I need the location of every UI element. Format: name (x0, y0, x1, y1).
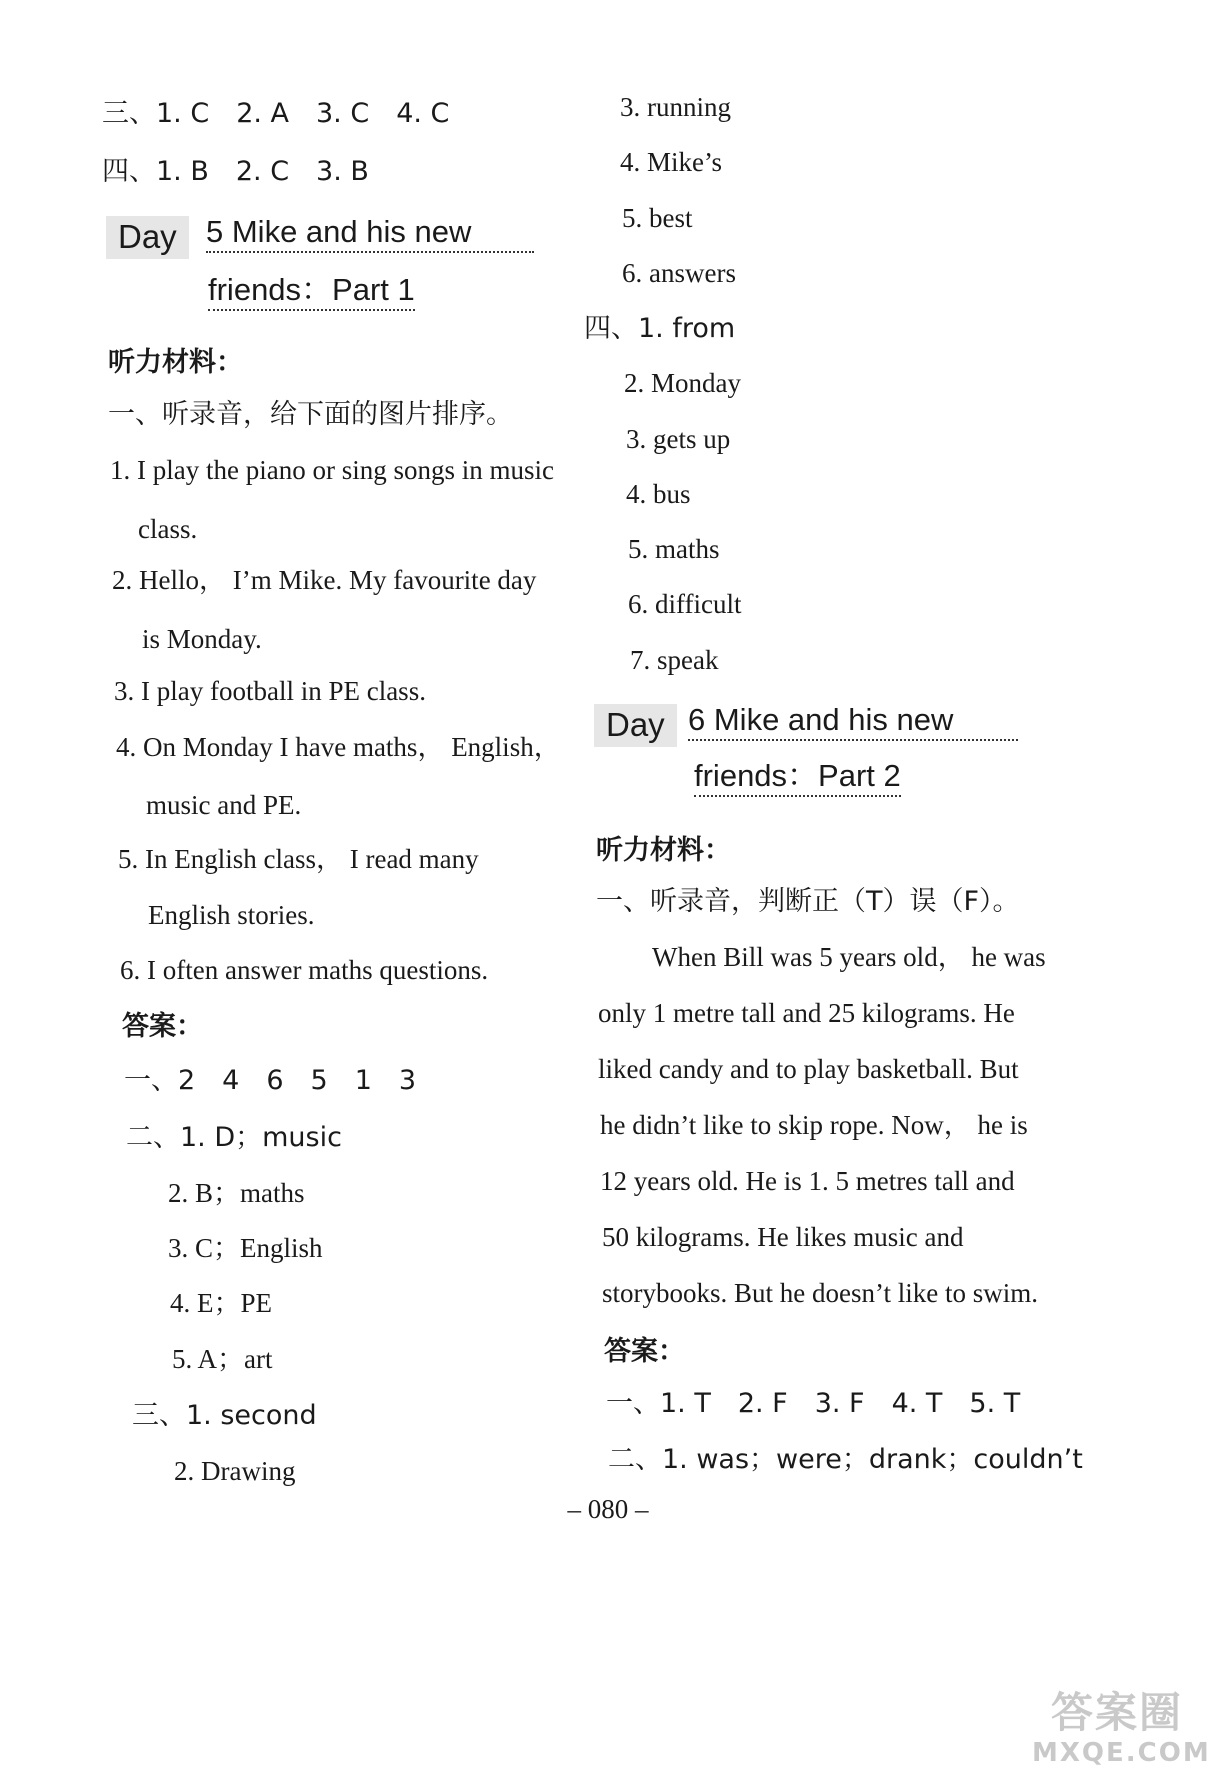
listening-line: is Monday. (142, 624, 262, 654)
answer-line: 5. best (622, 203, 693, 233)
passage-line: 12 years old. He is 1. 5 metres tall and (600, 1166, 1015, 1196)
answer-line: 3. running (620, 92, 731, 122)
day-title-line2: friends：Part 1 (208, 274, 415, 311)
answer-line: 4. Mike’s (620, 147, 723, 177)
answer-line: 4. bus (626, 479, 691, 509)
answer-line: 二、1. was；were；drank；couldn’t (608, 1444, 1083, 1475)
day-badge: Day (106, 216, 189, 259)
answer-line: 6. answers (622, 258, 736, 288)
answer-line: 6. difficult (628, 589, 742, 619)
answer-line: 二、1. D；music (126, 1122, 342, 1153)
listening-heading: 听力材料： (108, 347, 243, 378)
answer-line: 一、1. T 2. F 3. F 4. T 5. T (606, 1388, 1021, 1419)
answer-line: 三、1. C 2. A 3. C 4. C (102, 98, 450, 129)
passage-line: When Bill was 5 years old， he was (652, 942, 1046, 972)
answer-line: 一、2 4 6 5 1 3 (124, 1065, 417, 1096)
listening-line: 2. Hello， I’m Mike. My favourite day (112, 565, 537, 595)
listening-line: class. (138, 514, 198, 544)
answer-line: 3. gets up (626, 424, 731, 454)
day-title-line1: 5 Mike and his new (206, 216, 534, 253)
watermark-text-top: 答案圈 (1050, 1688, 1183, 1737)
day-badge: Day (594, 704, 677, 747)
answer-line: 3. C；English (168, 1233, 323, 1263)
listening-line: 4. On Monday I have maths， English， (116, 732, 561, 762)
answer-heading: 答案： (604, 1336, 685, 1367)
listening-line: 1. I play the piano or sing songs in music (110, 455, 554, 485)
listening-line: English stories. (148, 900, 315, 930)
passage-line: liked candy and to play basketball. But (598, 1054, 1019, 1084)
watermark-text-bottom: MXQE.COM (1032, 1738, 1211, 1769)
answer-heading: 答案： (122, 1011, 203, 1042)
watermark-logo (1032, 1688, 1211, 1784)
answer-line: 4. E；PE (170, 1288, 273, 1318)
day-title-line1: 6 Mike and his new (688, 704, 1018, 741)
listening-heading: 听力材料： (596, 835, 731, 866)
answer-line: 5. maths (628, 534, 720, 564)
passage-line: 50 kilograms. He likes music and (602, 1222, 964, 1252)
answer-line: 四、1. B 2. C 3. B (102, 156, 369, 187)
passage-line: storybooks. But he doesn’t like to swim. (602, 1278, 1038, 1308)
listening-line: 5. In English class， I read many (118, 844, 479, 874)
listening-line: music and PE. (146, 790, 302, 820)
section-instruction: 一、听录音，给下面的图片排序。 (108, 399, 513, 430)
answer-line: 四、1. from (584, 313, 736, 344)
day-title-line2: friends：Part 2 (694, 760, 901, 797)
listening-line: 3. I play football in PE class. (114, 676, 426, 706)
answer-line: 三、1. second (132, 1400, 317, 1431)
answer-line: 2. Drawing (174, 1456, 296, 1486)
section-instruction: 一、听录音，判断正（T）误（F）。 (596, 886, 1020, 917)
answer-line: 2. B；maths (168, 1178, 305, 1208)
answer-line: 7. speak (630, 645, 719, 675)
answer-line: 5. A；art (172, 1344, 273, 1374)
passage-line: only 1 metre tall and 25 kilograms. He (598, 998, 1015, 1028)
answer-line: 2. Monday (624, 368, 741, 398)
page-number: – 080 – (567, 1494, 649, 1524)
passage-line: he didn’t like to skip rope. Now， he is (600, 1110, 1028, 1140)
listening-line: 6. I often answer maths questions. (120, 955, 489, 985)
